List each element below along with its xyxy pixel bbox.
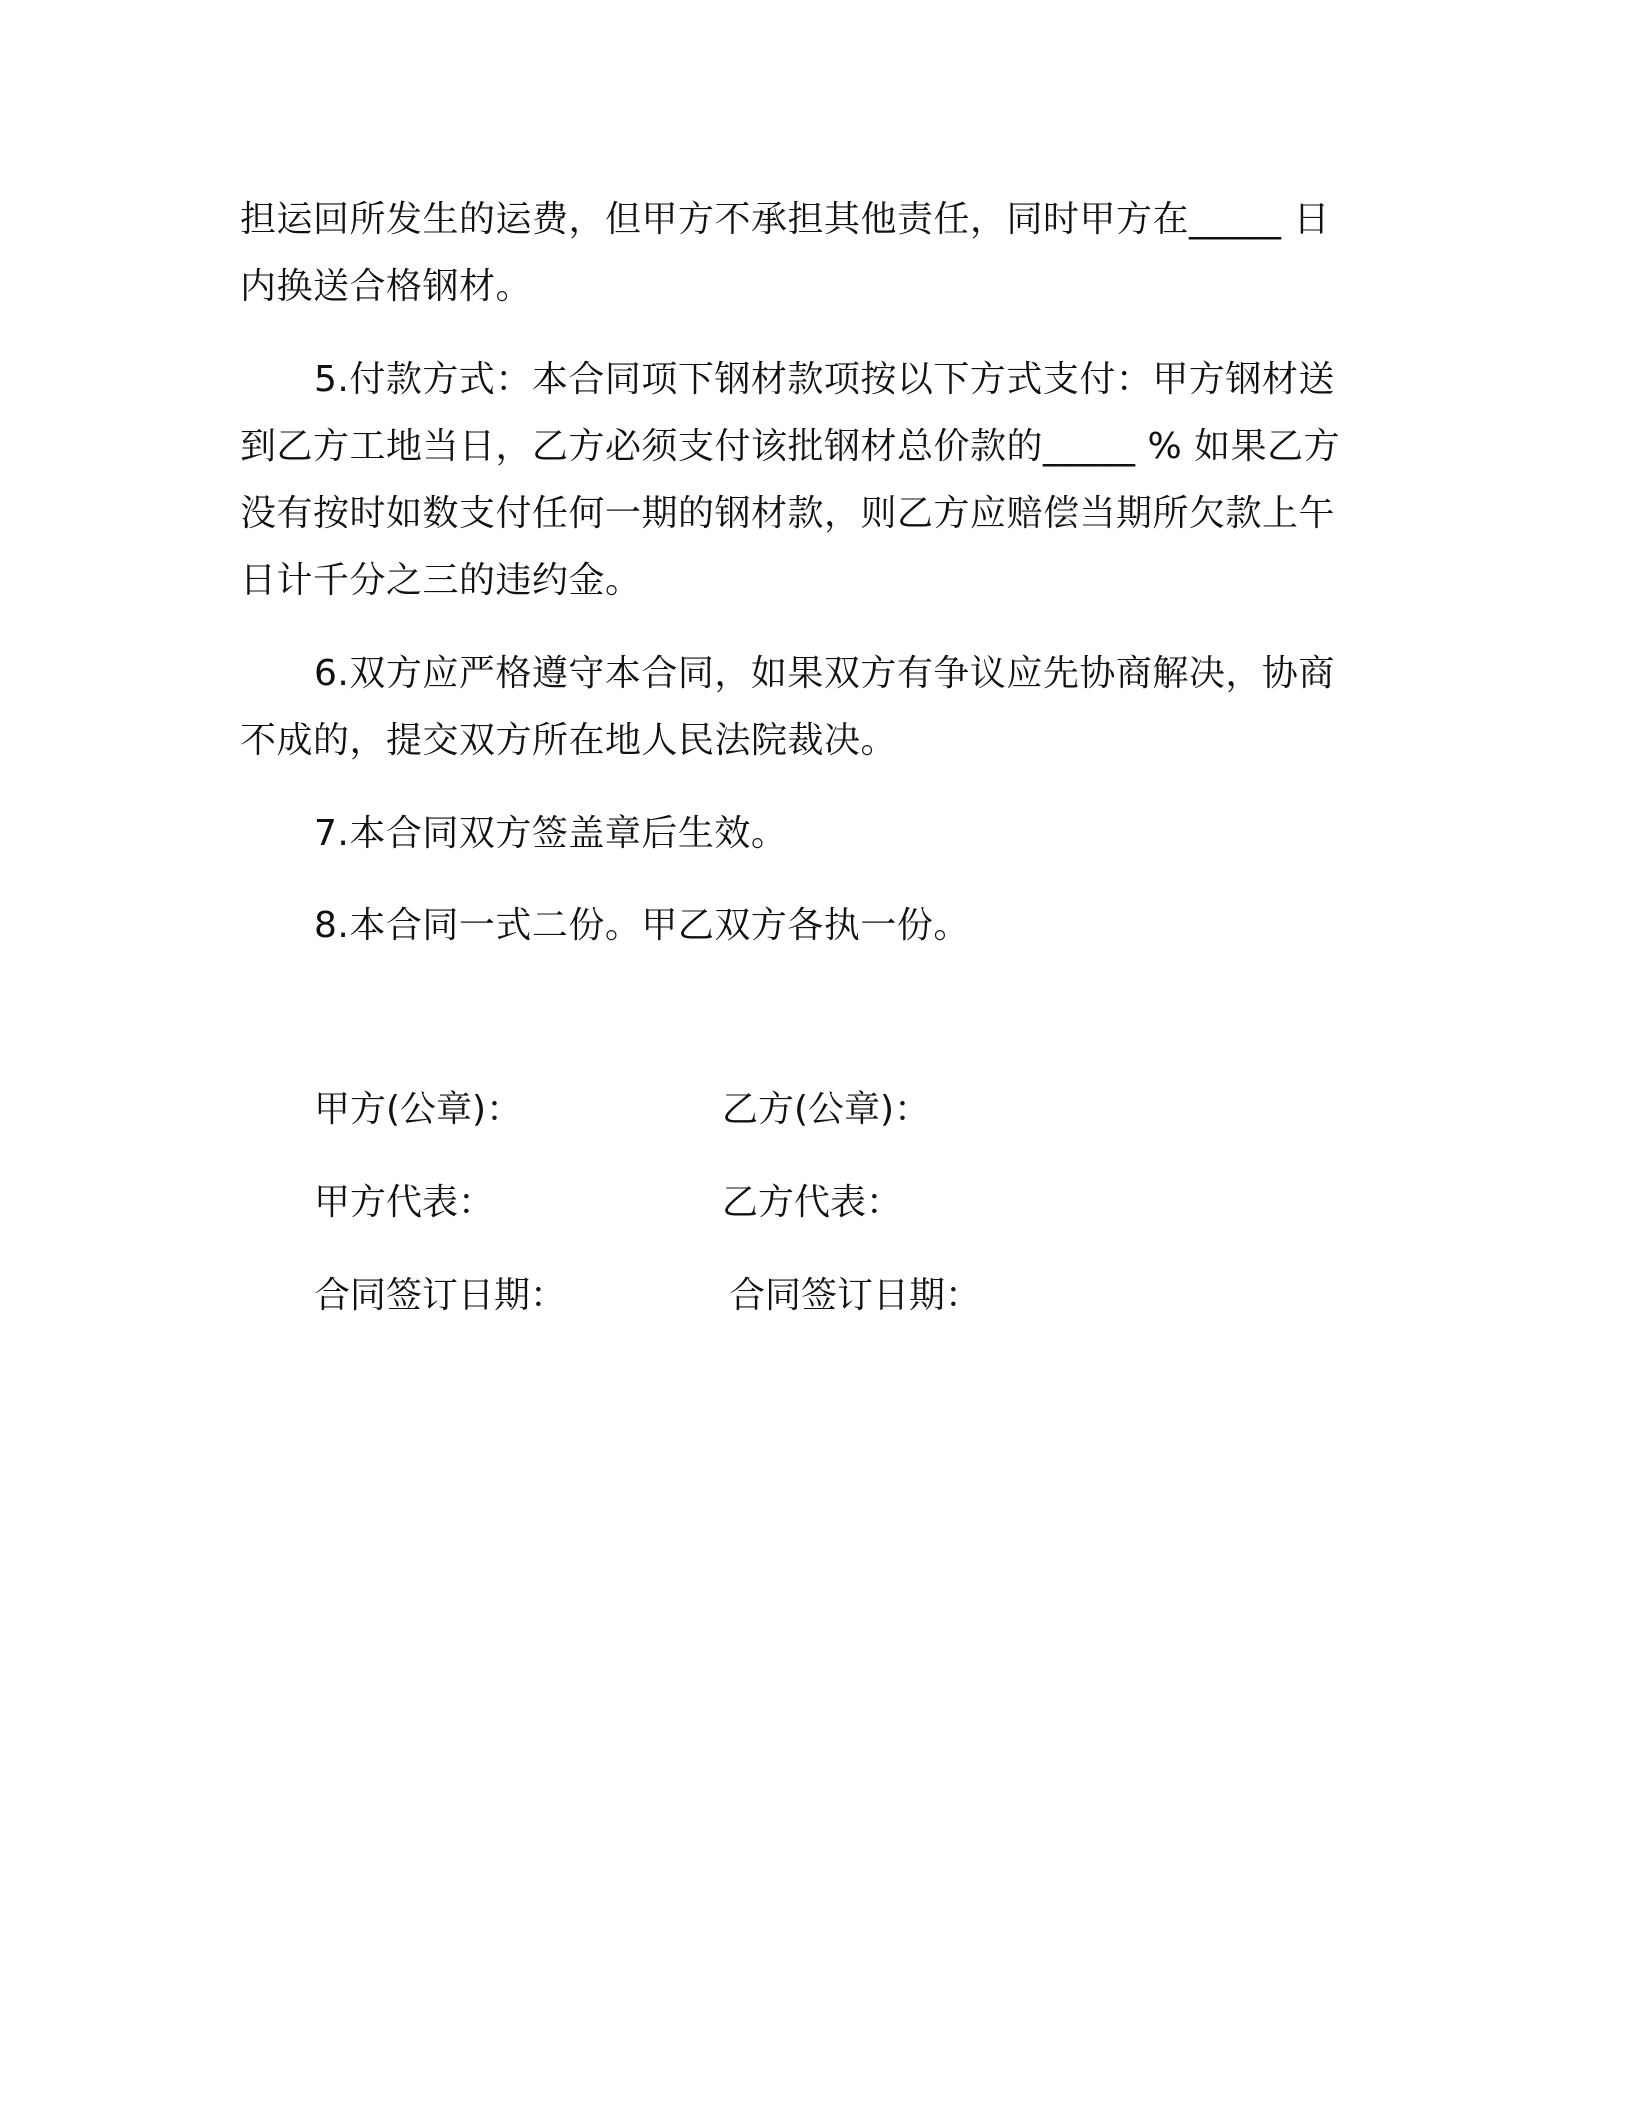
party-a-seal-label: 甲方(公章)： <box>314 1089 523 1130</box>
party-b-sign-date-label: 合同签订日期： <box>729 1275 982 1316</box>
party-a-representative-label: 甲方代表： <box>314 1182 495 1223</box>
party-a-sign-date-label: 合同签订日期： <box>314 1275 567 1316</box>
party-b-seal-label: 乙方(公章)： <box>722 1089 931 1130</box>
paragraph-continuation: 担运回所发生的运费，但甲方不承担其他责任，同时甲方在_____ 日内换送合格钢材。 <box>240 199 1330 307</box>
paragraph-copies: 8.本合同一式二份。甲乙双方各执一份。 <box>314 905 970 946</box>
paragraph-dispute-resolution: 6.双方应严格遵守本合同，如果双方有争议应先协商解决，协商不成的，提交双方所在地人民法院裁决。 <box>240 653 1335 761</box>
party-b-representative-label: 乙方代表： <box>722 1182 903 1223</box>
paragraph-payment-terms: 5.付款方式：本合同项下钢材款项按以下方式支付：甲方钢材送到乙方工地当日，乙方必须支付该批钢材总价款的_____ % 如果乙方没有按时如数支付任何一期的钢材款，则乙方应赔偿当期所欠款上午日计千分之三的违约金。 <box>240 359 1341 601</box>
paragraph-effectiveness: 7.本合同双方签盖章后生效。 <box>314 813 788 854</box>
